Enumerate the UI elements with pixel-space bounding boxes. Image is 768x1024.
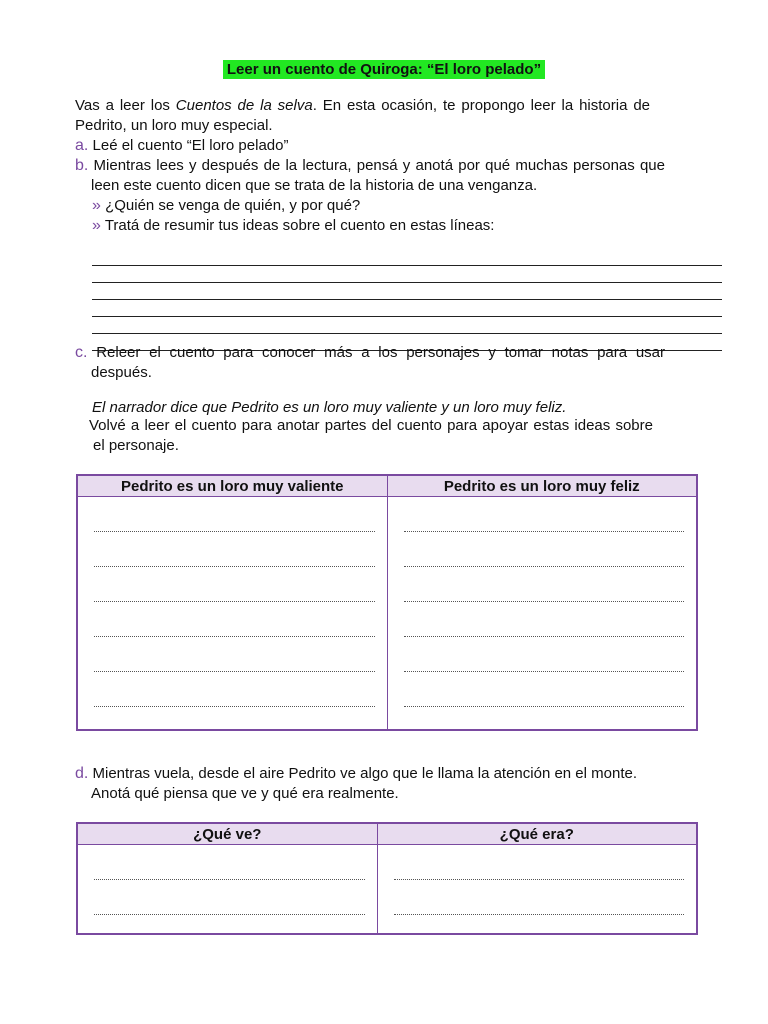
item-a-marker: a. — [75, 137, 89, 154]
item-b-text: Mientras lees y después de la lectura, pensá y anotá por qué muchas personas que leen este cuento dicen que se trata de la historia de una venganza. — [91, 157, 665, 194]
item-c-text: Releer el cuento para conocer más a los personajes y tomar notas para usar después. — [91, 344, 666, 381]
dotted-line — [94, 637, 375, 672]
item-a — [75, 136, 650, 156]
item-c — [75, 343, 665, 383]
intro-text-1: Vas a leer los — [75, 97, 176, 114]
title-wrap — [0, 60, 768, 79]
item-c-instructions: Volvé a leer el cuento para anotar partes del cuento para apoyar estas ideas sobre el personaje. — [89, 417, 653, 454]
item-d — [75, 764, 665, 804]
table1-header-2: Pedrito es un loro muy feliz — [387, 475, 697, 497]
dotted-line — [404, 637, 685, 672]
dotted-line — [94, 532, 375, 567]
dotted-line — [404, 532, 685, 567]
item-b — [75, 156, 665, 196]
item-c-marker: c. — [75, 344, 88, 361]
chevron-right-icon: » — [92, 217, 101, 234]
dotted-line — [94, 672, 375, 707]
table1-header-1: Pedrito es un loro muy valiente — [77, 475, 387, 497]
answer-line[interactable] — [92, 266, 722, 283]
table1-cell-2[interactable] — [387, 497, 697, 731]
answer-lines — [92, 249, 722, 351]
item-d-marker: d. — [75, 765, 89, 782]
dotted-line — [394, 880, 684, 915]
dotted-line — [94, 497, 375, 532]
table2-cell-1[interactable] — [77, 845, 377, 935]
intro-paragraph — [75, 96, 650, 136]
item-b-sub2 — [92, 216, 652, 236]
dotted-line — [94, 845, 365, 880]
dotted-line — [394, 845, 684, 880]
table-personaje — [76, 474, 698, 731]
chevron-right-icon: » — [92, 197, 101, 214]
item-a-text: Leé el cuento “El loro pelado” — [92, 137, 289, 154]
answer-line[interactable] — [92, 283, 722, 300]
dotted-line — [94, 567, 375, 602]
dotted-line — [94, 880, 365, 915]
item-d-text: Mientras vuela, desde el aire Pedrito ve algo que le llama la atención en el monte. Anotá qué piensa que ve y qué era realmente. — [91, 765, 638, 802]
item-b-sub1-text: ¿Quién se venga de quién, y por qué? — [105, 197, 361, 214]
table-que-ve — [76, 822, 698, 935]
dotted-line — [404, 672, 685, 707]
item-b-sub2-text: Tratá de resumir tus ideas sobre el cuento en estas líneas: — [104, 217, 495, 234]
dotted-line — [404, 567, 685, 602]
table2-header-1: ¿Qué ve? — [77, 823, 377, 845]
item-b-marker: b. — [75, 157, 89, 174]
dotted-line — [404, 497, 685, 532]
table2-cell-2[interactable] — [377, 845, 697, 935]
intro-book-title: Cuentos de la selva — [175, 97, 313, 114]
item-b-sub1 — [92, 196, 652, 216]
dotted-line — [94, 602, 375, 637]
answer-line[interactable] — [92, 249, 722, 266]
intro-text-2: . En esta ocasión, te propongo leer la historia de Pedrito, un loro muy especial. — [75, 97, 651, 134]
item-c-quote: El narrador dice que Pedrito es un loro muy valiente y un loro muy feliz. — [92, 399, 567, 416]
dotted-line — [404, 602, 685, 637]
table1-cell-1[interactable] — [77, 497, 387, 731]
page-title: Leer un cuento de Quiroga: “El loro pelado” — [223, 60, 545, 79]
table2-header-2: ¿Qué era? — [377, 823, 697, 845]
answer-line[interactable] — [92, 317, 722, 334]
answer-line[interactable] — [92, 300, 722, 317]
